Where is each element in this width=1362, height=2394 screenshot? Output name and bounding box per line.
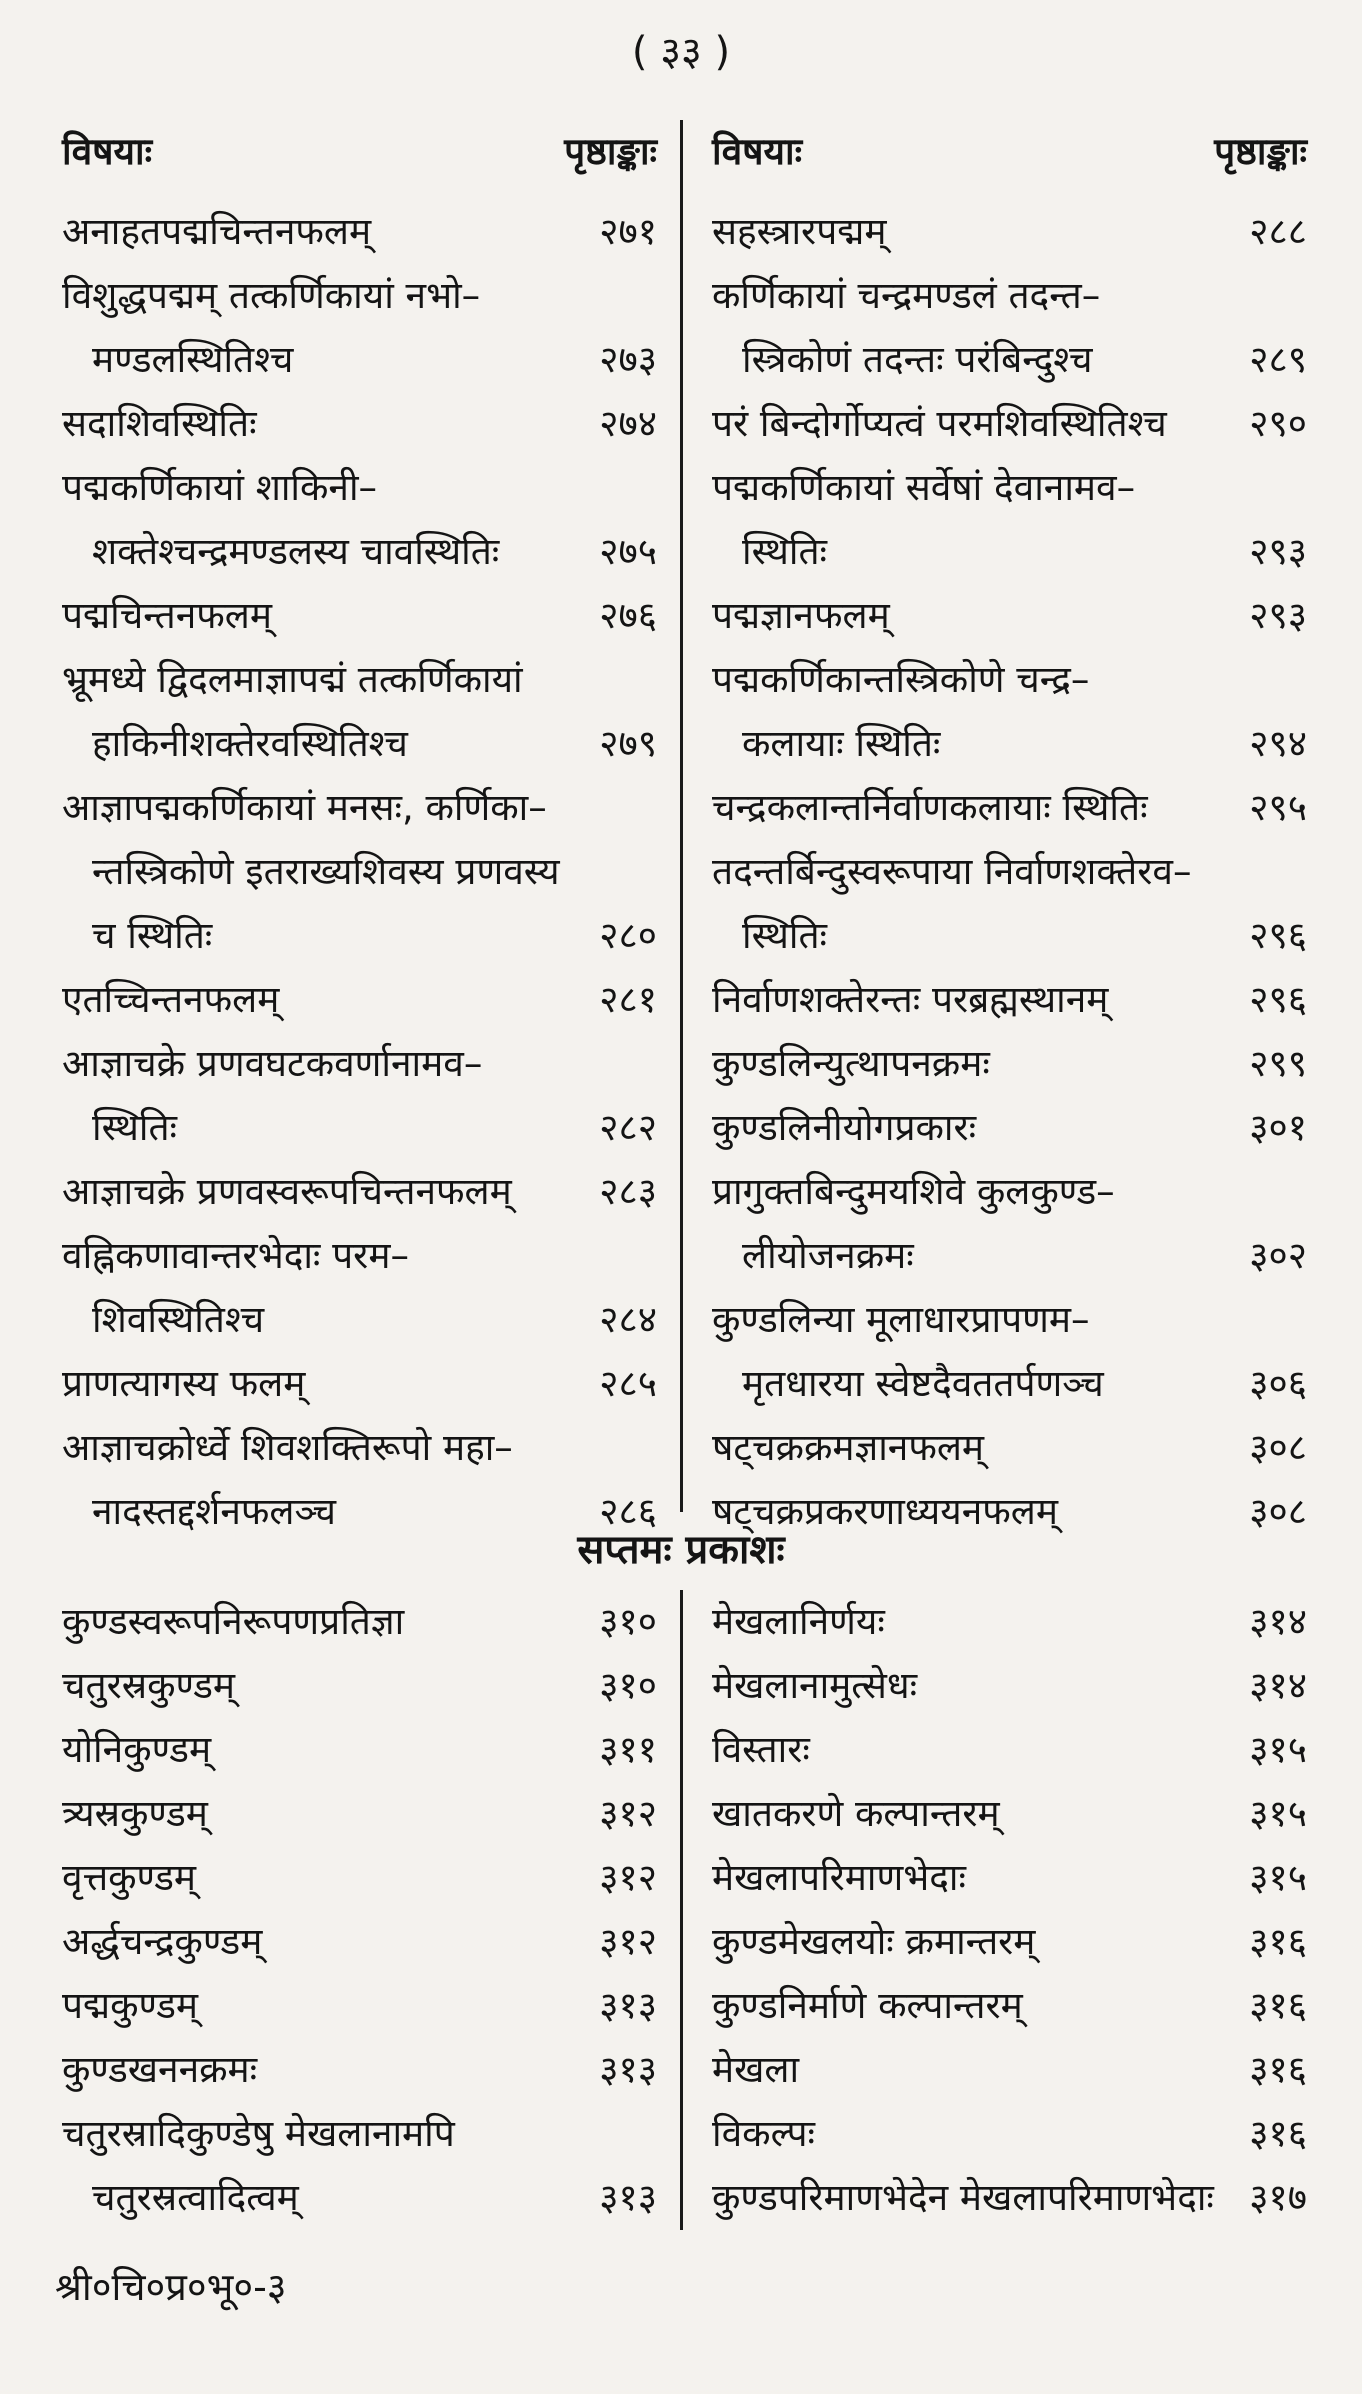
toc-entry — [712, 1654, 1307, 1718]
toc-entry — [712, 1032, 1307, 1096]
entry-page: ३१७ — [1249, 2176, 1307, 2219]
entry-title: आज्ञाचक्रे प्रणवस्वरूपचिन्तनफलम् — [62, 1170, 512, 1213]
entry-title: कर्णिकायां चन्द्रमण्डलं तदन्त– — [712, 274, 1101, 317]
toc-entry — [62, 1654, 657, 1718]
entry-title: मृतधारया स्वेष्टदैवततर्पणञ्च — [742, 1362, 1104, 1405]
entry-page: २९५ — [1249, 786, 1307, 829]
toc-entry — [712, 904, 1307, 968]
entry-title: कुण्डस्वरूपनिरूपणप्रतिज्ञा — [62, 1600, 405, 1643]
entry-page: ३१६ — [1249, 2048, 1307, 2091]
entry-page: ३०८ — [1249, 1426, 1307, 1469]
entry-page: २९४ — [1249, 722, 1307, 765]
toc-entry — [712, 2166, 1307, 2230]
entry-page: २९६ — [1249, 978, 1307, 1021]
toc-entry — [712, 328, 1307, 392]
toc-entry — [712, 840, 1307, 904]
entry-page: ३१६ — [1249, 2112, 1307, 2155]
entry-page: २९३ — [1249, 594, 1307, 637]
toc-entry — [712, 1910, 1307, 1974]
toc-entry — [62, 200, 657, 264]
entry-page: ३१४ — [1249, 1600, 1307, 1643]
toc-entry — [712, 776, 1307, 840]
entry-title: मेखलानामुत्सेधः — [712, 1664, 918, 1707]
toc-entry — [62, 840, 657, 904]
entry-page: २९३ — [1249, 530, 1307, 573]
toc-entry — [62, 1160, 657, 1224]
toc-entry — [712, 2038, 1307, 2102]
entry-title: स्थितिः — [742, 914, 828, 957]
entry-title: निर्वाणशक्तेरन्तः परब्रह्मस्थानम् — [712, 978, 1109, 1021]
right-column-header — [712, 120, 1307, 184]
toc-entry — [712, 712, 1307, 776]
toc-entry — [712, 1974, 1307, 2038]
toc-entry — [62, 776, 657, 840]
toc-entry — [62, 648, 657, 712]
entry-page: ३१२ — [599, 1856, 657, 1899]
toc-entry — [62, 264, 657, 328]
page-header: पृष्ठाङ्काः — [564, 130, 657, 173]
entry-page: २७६ — [599, 594, 657, 637]
toc-entry — [62, 1416, 657, 1480]
section-heading: सप्तमः प्रकाशः — [577, 1527, 785, 1573]
page-number: ( ३३ ) — [631, 29, 731, 75]
entry-page: २७३ — [599, 338, 657, 381]
entry-title: वृत्तकुण्डम् — [62, 1856, 197, 1899]
toc-entry — [712, 520, 1307, 584]
entry-page: २७१ — [599, 210, 657, 253]
entry-title: सहस्त्रारपद्मम् — [712, 210, 887, 253]
entry-page: ३१३ — [599, 2048, 657, 2091]
toc-entry — [62, 1224, 657, 1288]
entry-title: अर्द्धचन्द्रकुण्डम् — [62, 1920, 263, 1963]
section2-right-list — [712, 1590, 1307, 2230]
entry-page: २८६ — [599, 1490, 657, 1533]
toc-entry — [62, 1782, 657, 1846]
entry-title: कलायाः स्थितिः — [742, 722, 941, 765]
toc-entry — [712, 648, 1307, 712]
entry-title: मण्डलस्थितिश्च — [92, 338, 294, 381]
toc-entry — [712, 1224, 1307, 1288]
entry-page: २८२ — [599, 1106, 657, 1149]
section1-right-list — [712, 200, 1307, 1544]
entry-title: कुण्डमेखलयोः क्रमान्तरम् — [712, 1920, 1036, 1963]
toc-entry — [62, 1910, 657, 1974]
entry-page: २८५ — [599, 1362, 657, 1405]
entry-page: ३१३ — [599, 2176, 657, 2219]
entry-title: प्राणत्यागस्य फलम् — [62, 1362, 306, 1405]
entry-page: २८८ — [1249, 210, 1307, 253]
entry-title: पद्मकर्णिकायां सर्वेषां देवानामव– — [712, 466, 1136, 509]
entry-title: मेखलानिर्णयः — [712, 1600, 885, 1643]
entry-title: शिवस्थितिश्च — [92, 1298, 265, 1341]
entry-title: मेखला — [712, 2048, 800, 2091]
entry-title: योनिकुण्डम् — [62, 1728, 212, 1771]
toc-entry — [712, 200, 1307, 264]
entry-page: ३१२ — [599, 1920, 657, 1963]
entry-page: २८९ — [1249, 338, 1307, 381]
entry-title: चतुरस्रादिकुण्डेषु मेखलानामपि — [62, 2112, 455, 2155]
toc-entry — [712, 392, 1307, 456]
entry-page: ३०१ — [1249, 1106, 1307, 1149]
entry-page: २८३ — [599, 1170, 657, 1213]
entry-title: कुण्डलिनीयोगप्रकारः — [712, 1106, 977, 1149]
entry-title: नादस्तद्दर्शनफलञ्च — [92, 1490, 336, 1533]
entry-page: ३१६ — [1249, 1984, 1307, 2027]
toc-entry — [712, 1352, 1307, 1416]
entry-title: विशुद्धपद्मम् तत्कर्णिकायां नभो– — [62, 274, 481, 317]
toc-entry — [62, 2166, 657, 2230]
toc-entry — [62, 1974, 657, 2038]
toc-entry — [62, 456, 657, 520]
entry-title: षट्चक्रक्रमज्ञानफलम् — [712, 1426, 985, 1469]
toc-entry — [712, 1590, 1307, 1654]
entry-page: ३१५ — [1249, 1856, 1307, 1899]
column-divider — [680, 120, 683, 1512]
entry-page: ३०८ — [1249, 1490, 1307, 1533]
entry-page: २८४ — [599, 1298, 657, 1341]
toc-entry — [62, 1718, 657, 1782]
entry-title: विस्तारः — [712, 1728, 810, 1771]
toc-entry — [62, 1288, 657, 1352]
entry-title: स्थितिः — [742, 530, 828, 573]
entry-title: लीयोजनक्रमः — [742, 1234, 914, 1277]
entry-title: स्त्रिकोणं तदन्तः परंबिन्दुश्च — [742, 338, 1093, 381]
toc-entry — [712, 584, 1307, 648]
entry-title: परं बिन्दोर्गोप्यत्वं परमशिवस्थितिश्च — [712, 402, 1167, 445]
entry-title: एतच्चिन्तनफलम् — [62, 978, 280, 1021]
entry-title: मेखलापरिमाणभेदाः — [712, 1856, 966, 1899]
toc-entry — [712, 1782, 1307, 1846]
entry-title: चन्द्रकलान्तर्निर्वाणकलायाः स्थितिः — [712, 786, 1148, 829]
entry-title: षट्चक्रप्रकरणाध्ययनफलम् — [712, 1490, 1058, 1533]
entry-title: आज्ञाचक्रे प्रणवघटकवर्णानामव– — [62, 1042, 483, 1085]
entry-title: पद्मकुण्डम् — [62, 1984, 199, 2027]
entry-title: पद्मज्ञानफलम् — [712, 594, 890, 637]
toc-entry — [712, 1416, 1307, 1480]
entry-title: आज्ञापद्मकर्णिकायां मनसः, कर्णिका– — [62, 786, 547, 829]
toc-entry — [62, 1846, 657, 1910]
entry-title: कुण्डलिन्युत्थापनक्रमः — [712, 1042, 990, 1085]
entry-title: भ्रूमध्ये द्विदलमाज्ञापद्मं तत्कर्णिकायां — [62, 658, 523, 701]
entry-title: कुण्डपरिमाणभेदेन मेखलापरिमाणभेदाः — [712, 2176, 1214, 2219]
toc-entry — [62, 904, 657, 968]
entry-title: पद्मकर्णिकायां शाकिनी– — [62, 466, 378, 509]
entry-title: सदाशिवस्थितिः — [62, 402, 257, 445]
toc-entry — [712, 1096, 1307, 1160]
toc-entry — [712, 264, 1307, 328]
entry-title: न्तस्त्रिकोणे इतराख्यशिवस्य प्रणवस्य — [92, 850, 560, 893]
entry-title: आज्ञाचक्रोर्ध्वे शिवशक्तिरूपो महा– — [62, 1426, 513, 1469]
entry-title: च स्थितिः — [92, 914, 213, 957]
entry-page: २७५ — [599, 530, 657, 573]
entry-page: २८० — [599, 914, 657, 957]
entry-title: वह्निकणावान्तरभेदाः परम– — [62, 1234, 409, 1277]
toc-entry — [62, 2038, 657, 2102]
entry-title: कुण्डखननक्रमः — [62, 2048, 258, 2091]
entry-title: चतुरस्रकुण्डम् — [62, 1664, 236, 1707]
entry-page: ३०६ — [1249, 1362, 1307, 1405]
toc-entry — [62, 1352, 657, 1416]
toc-entry — [62, 328, 657, 392]
entry-page: ३१३ — [599, 1984, 657, 2027]
entry-page: ३१५ — [1249, 1792, 1307, 1835]
entry-title: पद्मकर्णिकान्तस्त्रिकोणे चन्द्र– — [712, 658, 1090, 701]
entry-title: चतुरस्रत्वादित्वम् — [92, 2176, 299, 2219]
entry-title: स्थितिः — [92, 1106, 178, 1149]
entry-page: ३१० — [599, 1664, 657, 1707]
toc-entry — [62, 1032, 657, 1096]
section1-left-list — [62, 200, 657, 1544]
entry-page: २९९ — [1249, 1042, 1307, 1085]
entry-page: २९६ — [1249, 914, 1307, 957]
toc-entry — [712, 1160, 1307, 1224]
entry-page: ३१४ — [1249, 1664, 1307, 1707]
entry-page: ३११ — [599, 1728, 657, 1771]
entry-page: २७९ — [599, 722, 657, 765]
entry-title: कुण्डनिर्माणे कल्पान्तरम् — [712, 1984, 1023, 2027]
entry-title: विकल्पः — [712, 2112, 815, 2155]
left-column-header — [62, 120, 657, 184]
page-header: पृष्ठाङ्काः — [1214, 130, 1307, 173]
section2-left-list — [62, 1590, 657, 2230]
entry-title: हाकिनीशक्तेरवस्थितिश्च — [92, 722, 408, 765]
toc-entry — [712, 1718, 1307, 1782]
toc-entry — [712, 1846, 1307, 1910]
entry-title: तदन्तर्बिन्दुस्वरूपाया निर्वाणशक्तेरव– — [712, 850, 1192, 893]
entry-title: प्रागुक्तबिन्दुमयशिवे कुलकुण्ड– — [712, 1170, 1115, 1213]
entry-page: ३०२ — [1249, 1234, 1307, 1277]
toc-entry — [62, 1096, 657, 1160]
entry-page: ३१० — [599, 1600, 657, 1643]
entry-title: अनाहतपद्मचिन्तनफलम् — [62, 210, 372, 253]
toc-entry — [62, 712, 657, 776]
footer-signature: श्री०चि०प्र०भू०-३ — [55, 2265, 287, 2309]
entry-page: २९० — [1249, 402, 1307, 445]
toc-entry — [62, 1590, 657, 1654]
entry-page: ३१२ — [599, 1792, 657, 1835]
subject-header: विषयाः — [712, 130, 803, 173]
toc-entry — [62, 968, 657, 1032]
toc-entry — [712, 456, 1307, 520]
subject-header: विषयाः — [62, 130, 153, 173]
entry-title: पद्मचिन्तनफलम् — [62, 594, 272, 637]
toc-entry — [62, 520, 657, 584]
entry-page: ३१५ — [1249, 1728, 1307, 1771]
entry-title: खातकरणे कल्पान्तरम् — [712, 1792, 1000, 1835]
toc-entry — [712, 2102, 1307, 2166]
toc-entry — [712, 1288, 1307, 1352]
entry-page: २८१ — [599, 978, 657, 1021]
toc-entry — [62, 392, 657, 456]
entry-page: ३१६ — [1249, 1920, 1307, 1963]
toc-entry — [62, 2102, 657, 2166]
entry-title: त्र्यस्रकुण्डम् — [62, 1792, 208, 1835]
entry-title: कुण्डलिन्या मूलाधारप्रापणम– — [712, 1298, 1090, 1341]
toc-entry — [62, 584, 657, 648]
entry-title: शक्तेश्चन्द्रमण्डलस्य चावस्थितिः — [92, 530, 500, 573]
entry-page: २७४ — [599, 402, 657, 445]
toc-entry — [712, 968, 1307, 1032]
column-divider — [680, 1590, 683, 2230]
